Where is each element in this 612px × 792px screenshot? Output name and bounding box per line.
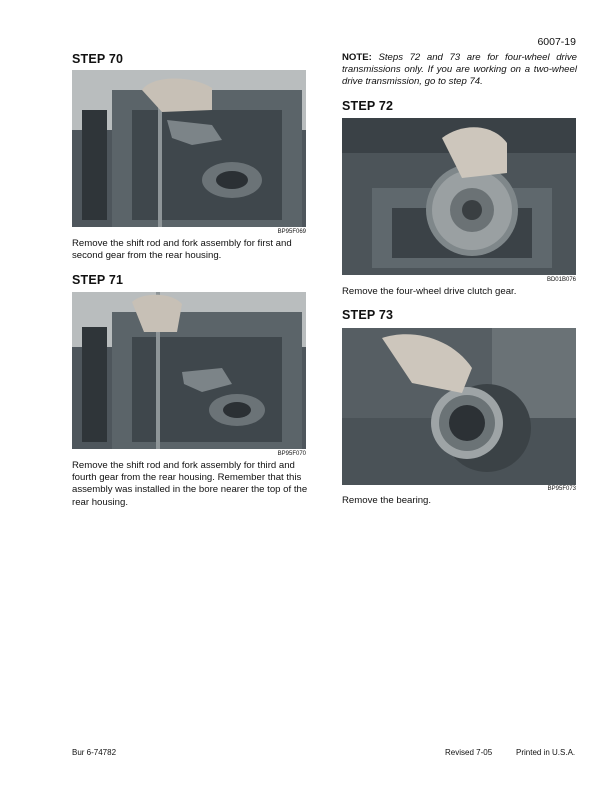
note	[342, 52, 577, 89]
step-70-heading: STEP 70	[72, 52, 124, 66]
step-72-photo-code: BD01B076	[546, 277, 576, 283]
footer-document-number: Bur 6-74782	[72, 748, 117, 757]
step-71-photo	[72, 292, 306, 449]
step-71-photo-code: BP95F070	[277, 451, 306, 457]
footer-printed: Printed in U.S.A.	[516, 748, 576, 757]
step-71-heading: STEP 71	[72, 273, 124, 287]
step-70-photo-code: BP95F069	[277, 229, 306, 235]
step-72-heading: STEP 72	[342, 99, 394, 113]
step-70-photo	[72, 70, 306, 227]
footer-revised: Revised 7-05	[445, 748, 493, 757]
note-text: Steps 72 and 73 are for four-wheel drive transmissions only. If you are working on a two-wheel drive transmission, go to step 74.	[342, 52, 578, 88]
step-73-caption: Remove the bearing.	[342, 495, 432, 506]
step-72-photo	[342, 118, 576, 275]
step-71-caption: Remove the shift rod and fork assembly for third and fourth gear from the rear housing. Remember that this assembly was installed in the bore nearer the top of the rear housing.	[72, 460, 308, 508]
step-73-photo-code: BP95F073	[547, 486, 576, 492]
page-number: 6007-19	[537, 36, 576, 48]
step-73-heading: STEP 73	[342, 308, 394, 322]
note-label: NOTE:	[342, 52, 372, 63]
step-73-photo	[342, 328, 576, 485]
step-70-caption: Remove the shift rod and fork assembly for first and second gear from the rear housing.	[72, 238, 292, 262]
step-72-caption: Remove the four-wheel drive clutch gear.	[342, 286, 517, 297]
